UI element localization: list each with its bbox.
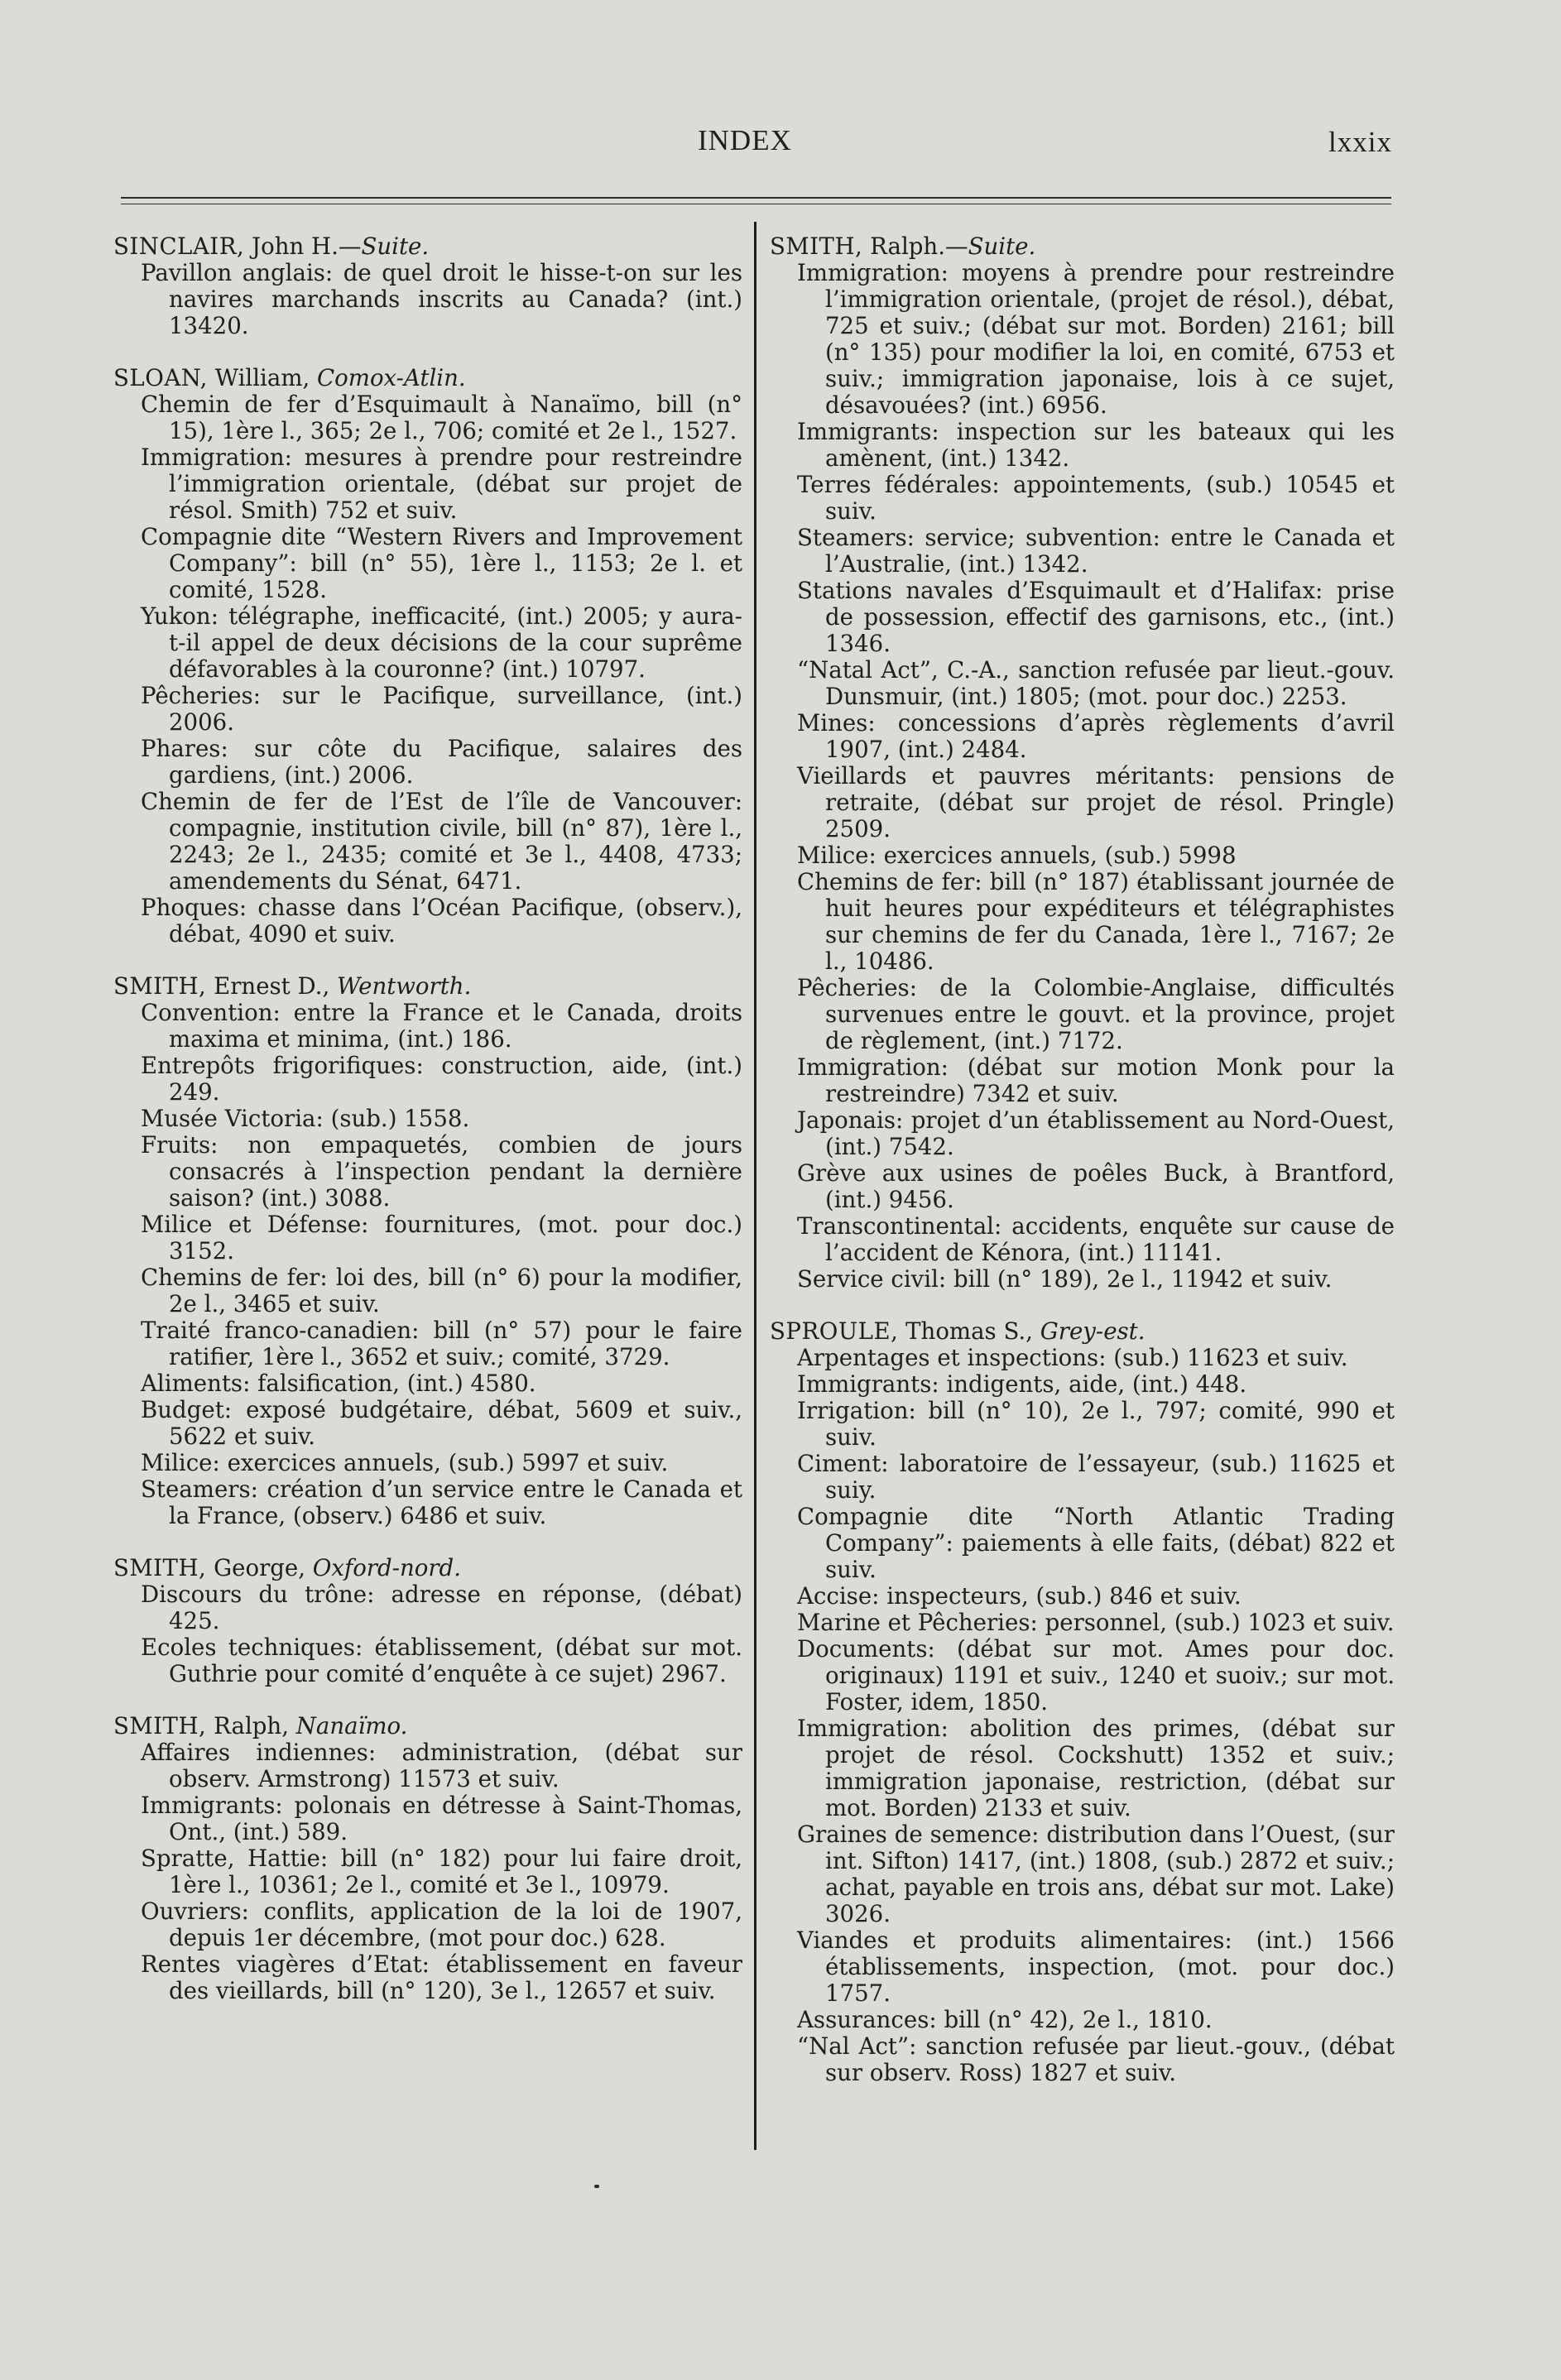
entry-item: Steamers: service; subvention: entre le Canada et l’Australie, (int.) 1342.	[797, 524, 1395, 578]
entry-item: Aliments: falsification, (int.) 4580.	[141, 1370, 536, 1397]
stray-mark	[594, 2185, 599, 2188]
entry-item: Assurances: bill (n° 42), 2e l., 1810.	[797, 2006, 1213, 2033]
running-title: INDEX	[698, 124, 792, 156]
index-entry	[770, 233, 1395, 1293]
index-entry	[113, 973, 742, 1529]
entry-heading	[113, 1713, 742, 1739]
entry-surname: SMITH,	[113, 1712, 207, 1739]
left-column	[113, 233, 742, 2030]
entry-item: Traité franco-canadien: bill (n° 57) pour le faire ratifier, 1ère l., 3652 et suiv.; comité, 3729.	[141, 1317, 742, 1370]
entry-surname: SMITH,	[113, 1554, 207, 1581]
entry-given-name: Thomas S.,	[898, 1317, 1040, 1345]
entry-item: Milice: exercices annuels, (sub.) 5998	[797, 842, 1237, 869]
right-column	[770, 233, 1395, 2112]
entry-given-name: Ralph.—	[862, 233, 968, 260]
entry-item: Pavillon anglais: de quel droit le hisse-t-on sur les navires marchands inscrits au Canada? (int.) 13420.	[141, 259, 742, 339]
index-entry	[770, 1318, 1395, 2086]
entry-item: Irrigation: bill (n° 10), 2e l., 797; comité, 990 et suiv.	[797, 1397, 1395, 1451]
entry-given-name: William,	[207, 364, 318, 391]
entry-item: Immigration: abolition des primes, (débat sur projet de résol. Cockshutt) 1352 et suiv.; immigration japonaise, restriction, (débat sur mot. Borden) 2133 et suiv.	[797, 1715, 1395, 1821]
entry-heading	[770, 233, 1395, 260]
entry-qualifier: Comox-Atlin.	[317, 364, 466, 391]
entry-item: Ciment: laboratoire de l’essayeur, (sub.) 11625 et suiy.	[797, 1450, 1395, 1504]
entry-given-name: George,	[206, 1554, 313, 1581]
entry-item: Immigration: (débat sur motion Monk pour la restreindre) 7342 et suiv.	[797, 1053, 1395, 1107]
entry-item: Immigrants: polonais en détresse à Saint-Thomas, Ont., (int.) 589.	[141, 1792, 742, 1845]
entry-item: Pêcheries: de la Colombie-Anglaise, difficultés survenues entre le gouvt. et la province, projet de règlement, (int.) 7172.	[797, 974, 1395, 1054]
entry-surname: SPROULE,	[770, 1317, 899, 1345]
entry-qualifier: Nanaïmo.	[295, 1712, 408, 1739]
index-entry	[113, 1555, 742, 1687]
entry-qualifier: Suite.	[361, 233, 430, 260]
entry-surname: SLOAN,	[113, 364, 208, 391]
entry-item: Compagnie dite “North Atlantic Trading Company”: paiements à elle faits, (débat) 822 et suiv.	[797, 1503, 1395, 1583]
entry-surname: SINCLAIR,	[113, 233, 245, 260]
entry-heading	[113, 365, 742, 391]
entry-item: Ouvriers: conflits, application de la loi de 1907, depuis 1er décembre, (mot pour doc.) 628.	[141, 1898, 742, 1951]
entry-given-name: John H.—	[244, 233, 362, 260]
entry-item: Affaires indiennes: administration, (débat sur observ. Armstrong) 11573 et suiv.	[141, 1739, 742, 1792]
entry-item: Budget: exposé budgétaire, débat, 5609 et suiv., 5622 et suiv.	[141, 1396, 742, 1450]
entry-surname: SMITH,	[770, 233, 863, 260]
entry-given-name: Ernest D.,	[206, 972, 337, 1000]
entry-qualifier: Wentworth.	[337, 972, 472, 1000]
entry-given-name: Ralph,	[206, 1712, 296, 1739]
entry-item: Spratte, Hattie: bill (n° 182) pour lui faire droit, 1ère l., 10361; 2e l., comité et 3e l., 10979.	[141, 1845, 742, 1898]
entry-item: Service civil: bill (n° 189), 2e l., 11942 et suiv.	[797, 1265, 1333, 1293]
entry-item: Viandes et produits alimentaires: (int.) 1566 établissements, inspection, (mot. pour doc.) 1757.	[797, 1927, 1395, 2007]
entry-item: Phares: sur côte du Pacifique, salaires des gardiens, (int.) 2006.	[141, 735, 742, 789]
entry-heading	[770, 1318, 1395, 1345]
column-divider	[754, 222, 756, 2150]
entry-item: Entrepôts frigorifiques: construction, aide, (int.) 249.	[141, 1052, 742, 1106]
entry-item: Immigration: moyens à prendre pour restreindre l’immigration orientale, (projet de résol.), débat, 725 et suiv.; (débat sur mot. Borden) 2161; bill (n° 135) pour modifier la loi, en comité, 6753 et suiv.; immigration japonaise, lois à ce sujet, désavouées? (int.) 6956.	[797, 259, 1395, 419]
entry-qualifier: Oxford-nord.	[312, 1554, 461, 1581]
entry-item: Rentes viagères d’Etat: établissement en faveur des vieillards, bill (n° 120), 3e l., 12657 et suiv.	[141, 1951, 742, 2004]
entry-item: Musée Victoria: (sub.) 1558.	[141, 1105, 470, 1132]
entry-item: Fruits: non empaquetés, combien de jours consacrés à l’inspection pendant la dernière saison? (int.) 3088.	[141, 1131, 742, 1212]
entry-item: Stations navales d’Esquimault et d’Halifax: prise de possession, effectif des garnisons, etc., (int.) 1346.	[797, 577, 1395, 657]
entry-item: Compagnie dite “Western Rivers and Improvement Company”: bill (n° 55), 1ère l., 1153; 2e l. et comité, 1528.	[141, 523, 742, 603]
entry-item: “Nal Act”: sanction refusée par lieut.-gouv., (débat sur observ. Ross) 1827 et suiv.	[797, 2032, 1395, 2086]
entry-item: Chemins de fer: loi des, bill (n° 6) pour la modifier, 2e l., 3465 et suiv.	[141, 1264, 742, 1317]
entry-item: Japonais: projet d’un établissement au Nord-Ouest, (int.) 7542.	[797, 1106, 1395, 1160]
entry-qualifier: Grey-est.	[1040, 1317, 1146, 1345]
entry-heading	[113, 233, 742, 260]
entry-item: Chemin de fer d’Esquimault à Nanaïmo, bill (n° 15), 1ère l., 365; 2e l., 706; comité et 2e l., 1527.	[141, 391, 742, 444]
entry-item: Grève aux usines de poêles Buck, à Brantford, (int.) 9456.	[797, 1159, 1395, 1213]
entry-item: Accise: inspecteurs, (sub.) 846 et suiv.	[797, 1582, 1242, 1610]
entry-item: Immigration: mesures à prendre pour restreindre l’immigration orientale, (débat sur projet de résol. Smith) 752 et suiv.	[141, 444, 742, 524]
entry-item: Graines de semence: distribution dans l’Ouest, (sur int. Sifton) 1417, (int.) 1808, (sub.) 2872 et suiv.; achat, payable en trois ans, débat sur mot. Lake) 3026.	[797, 1821, 1395, 1927]
index-entry	[113, 365, 742, 948]
entry-item: Yukon: télégraphe, inefficacité, (int.) 2005; y aura-t-il appel de deux décisions de la cour suprême défavorables à la couronne? (int.) 10797.	[141, 602, 742, 683]
entry-item: Discours du trône: adresse en réponse, (débat) 425.	[141, 1581, 742, 1634]
entry-item: Steamers: création d’un service entre le Canada et la France, (observ.) 6486 et suiv.	[141, 1476, 742, 1529]
entry-qualifier: Suite.	[968, 233, 1036, 260]
entry-item: Milice et Défense: fournitures, (mot. pour doc.) 3152.	[141, 1211, 742, 1264]
entry-item: Documents: (débat sur mot. Ames pour doc. originaux) 1191 et suiv., 1240 et suoiv.; sur mot. Foster, idem, 1850.	[797, 1635, 1395, 1715]
entry-item: Vieillards et pauvres méritants: pensions de retraite, (débat sur projet de résol. Pringle) 2509.	[797, 762, 1395, 842]
entry-item: Ecoles techniques: établissement, (débat sur mot. Guthrie pour comité d’enquête à ce sujet) 2967.	[141, 1634, 742, 1687]
entry-item: Chemin de fer de l’Est de l’île de Vancouver: compagnie, institution civile, bill (n° 87), 1ère l., 2243; 2e l., 2435; comité et 3e l., 4408, 4733; amendements du Sénat, 6471.	[141, 788, 742, 895]
entry-item: Convention: entre la France et le Canada, droits maxima et minima, (int.) 186.	[141, 999, 742, 1053]
entry-item: Mines: concessions d’après règlements d’avril 1907, (int.) 2484.	[797, 709, 1395, 763]
index-entry	[113, 233, 742, 339]
entry-item: Milice: exercices annuels, (sub.) 5997 et suiv.	[141, 1449, 669, 1476]
entry-item: Marine et Pêcheries: personnel, (sub.) 1023 et suiv.	[797, 1609, 1395, 1636]
entry-item: Transcontinental: accidents, enquête sur cause de l’accident de Kénora, (int.) 11141.	[797, 1212, 1395, 1266]
entry-surname: SMITH,	[113, 972, 207, 1000]
entry-item: Pêcheries: sur le Pacifique, surveillance, (int.) 2006.	[141, 682, 742, 736]
entry-item: Arpentages et inspections: (sub.) 11623 et suiv.	[797, 1344, 1348, 1371]
header-rule	[121, 197, 1391, 199]
entry-item: Terres fédérales: appointements, (sub.) 10545 et suiv.	[797, 471, 1395, 525]
entry-heading	[113, 1555, 742, 1581]
entry-item: “Natal Act”, C.-A., sanction refusée par lieut.-gouv. Dunsmuir, (int.) 1805; (mot. pour doc.) 2253.	[797, 656, 1395, 710]
page-number: lxxix	[1328, 126, 1392, 158]
entry-item: Chemins de fer: bill (n° 187) établissant journée de huit heures pour expéditeurs et télégraphistes sur chemins de fer du Canada, 1ère l., 7167; 2e l., 10486.	[797, 868, 1395, 975]
running-head	[0, 124, 1561, 174]
index-entry	[113, 1713, 742, 2004]
entry-item: Phoques: chasse dans l’Océan Pacifique, (observ.), débat, 4090 et suiv.	[141, 894, 742, 948]
entry-item: Immigrants: indigents, aide, (int.) 448.	[797, 1370, 1247, 1398]
entry-item: Immigrants: inspection sur les bateaux qui les amènent, (int.) 1342.	[797, 418, 1395, 472]
entry-heading	[113, 973, 742, 1000]
